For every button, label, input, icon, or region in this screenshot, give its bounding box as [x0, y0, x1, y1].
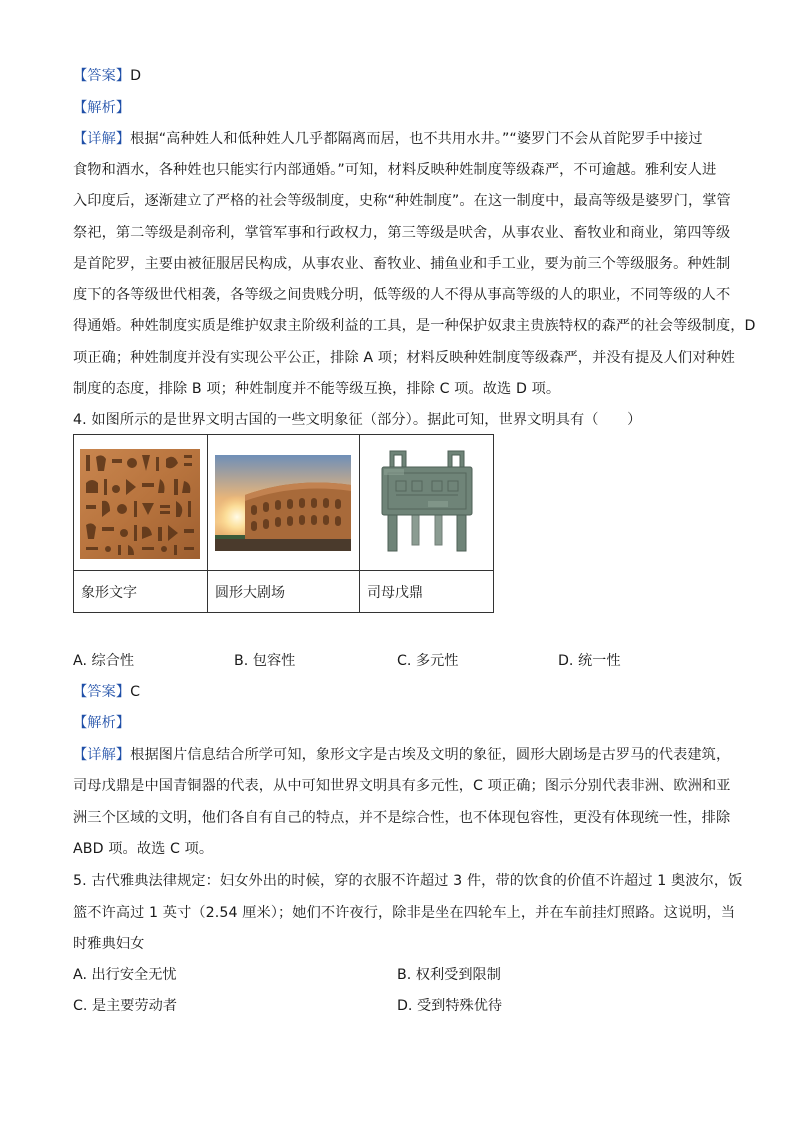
ding-cell [360, 435, 494, 571]
q5-stem-line-1: 5. 古代雅典法律规定：妇女外出的时候，穿的衣服不许超过 3 件，带的饮食的价值不许超过 1 奥波尔，饭 [73, 873, 743, 889]
q4-detail-line-1 [73, 745, 731, 765]
q4-options [73, 651, 723, 671]
answer-value: D [130, 68, 142, 84]
q4-analysis-tag [73, 713, 723, 733]
q3-detail-line-3: 入印度后，逐渐建立了严格的社会等级制度，史称“种姓制度”。在这一制度中，最高等级是婆罗门，掌管 [73, 193, 731, 209]
q5-option-b[interactable]: B. 权利受到限制 [397, 967, 501, 983]
analysis-tag: 【解析】 [73, 100, 131, 116]
q3-answer-line [73, 66, 723, 86]
analysis-tag: 【解析】 [73, 715, 131, 731]
q4-detail-line-3: 洲三个区域的文明，他们各自有自己的特点，并不是综合性，也不体现包容性，更没有体现统一性，排除 [73, 810, 731, 826]
q4-option-d[interactable]: D. 统一性 [558, 653, 621, 669]
hieroglyph-cell [74, 435, 208, 571]
hieroglyph-image [80, 449, 200, 559]
q3-detail-line-2: 食物和酒水，各种姓也只能实行内部通婚。”可知，材料反映种姓制度等级森严，不可逾越。雅利安人进 [73, 162, 717, 178]
q4-answer-line [73, 682, 723, 702]
q3-detail-line-4: 祭祀，第二等级是刹帝利，掌管军事和行政权力，第三等级是吠舍，从事农业、畜牧业和商业，第四等级 [73, 225, 731, 241]
detail-tag: 【详解】 [73, 131, 131, 147]
ding-label: 司母戊鼎 [360, 571, 494, 613]
q3-detail-line-8: 项正确；种姓制度并没有实现公平公正，排除 A 项；材料反映种姓制度等级森严，并没有提及人们对种姓 [73, 350, 735, 366]
q3-detail-line-5: 是首陀罗，主要由被征服居民构成，从事农业、畜牧业、捕鱼业和手工业，要为前三个等级服务。种姓制 [73, 256, 731, 272]
q3-detail-line-1 [73, 129, 723, 149]
q4-figure-table [73, 434, 494, 613]
answer-tag: 【答案】 [73, 684, 131, 700]
colosseum-cell [208, 435, 360, 571]
q5-option-c[interactable]: C. 是主要劳动者 [73, 998, 178, 1014]
q4-option-a[interactable]: A. 综合性 [73, 653, 135, 669]
q3-detail-line-6: 度下的各等级世代相袭，各等级之间贵贱分明，低等级的人不得从事高等级的人的职业，不同等级的人不 [73, 287, 731, 303]
q4-detail-line-4: ABD 项。故选 C 项。 [73, 841, 214, 857]
q3-analysis-tag [73, 98, 723, 118]
detail-text: 根据“高种姓人和低种姓人几乎都隔离而居，也不共用水井。”“婆罗门不会从首陀罗手中接过 [130, 131, 703, 147]
q5-option-a[interactable]: A. 出行安全无忧 [73, 967, 177, 983]
q5-stem-line-2: 篮不许高过 1 英寸（2.54 厘米）；她们不许夜行，除非是坐在四轮车上，并在车前挂灯照路。这说明，当 [73, 905, 736, 921]
detail-text: 根据图片信息结合所学可知，象形文字是古埃及文明的象征，圆形大剧场是古罗马的代表建筑， [130, 747, 731, 763]
q4-stem: 4. 如图所示的是世界文明古国的一些文明象征（部分）。据此可知，世界文明具有（ ） [73, 412, 642, 428]
q4-option-b[interactable]: B. 包容性 [234, 653, 296, 669]
bronze-ding-image [368, 445, 486, 561]
answer-tag: 【答案】 [73, 68, 131, 84]
q4-detail-line-2: 司母戊鼎是中国青铜器的代表，从中可知世界文明具有多元性，C 项正确；图示分别代表非洲、欧洲和亚 [73, 778, 731, 794]
q3-detail-line-7: 得通婚。种姓制度实质是维护奴隶主阶级利益的工具，是一种保护奴隶主贵族特权的森严的社会等级制度，D [73, 318, 756, 334]
colosseum-label: 圆形大剧场 [208, 571, 360, 613]
q4-option-c[interactable]: C. 多元性 [397, 653, 459, 669]
q5-option-d[interactable]: D. 受到特殊优待 [397, 998, 503, 1014]
detail-tag: 【详解】 [73, 747, 131, 763]
q5-stem-line-3: 时雅典妇女 [73, 936, 145, 952]
q5-options-row-2 [73, 996, 723, 1016]
hieroglyph-label: 象形文字 [74, 571, 208, 613]
colosseum-image [215, 455, 351, 551]
answer-value: C [130, 684, 141, 700]
q5-options-row-1 [73, 965, 723, 985]
q3-detail-line-9: 制度的态度，排除 B 项；种姓制度并不能等级互换，排除 C 项。故选 D 项。 [73, 381, 561, 397]
